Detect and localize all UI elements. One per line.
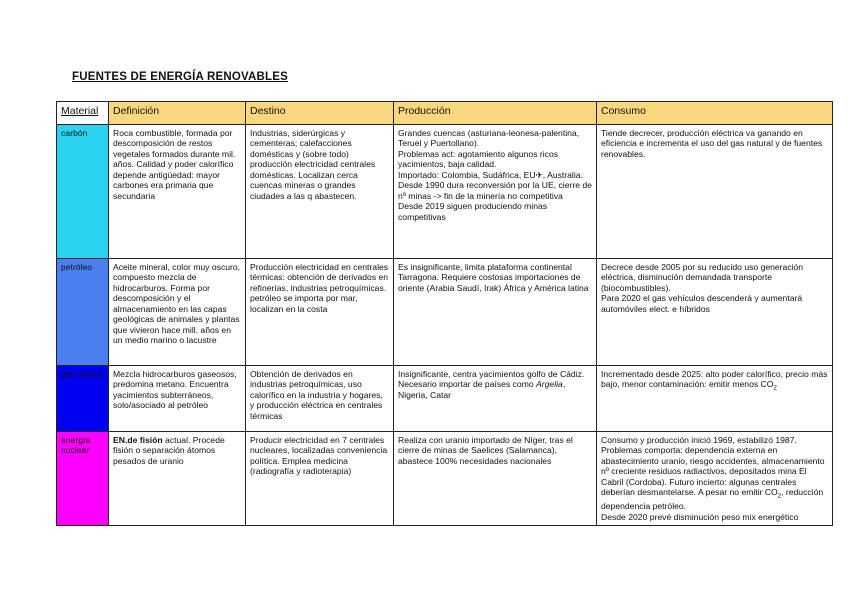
- produccion-gas-line: Insignificante, centra yacimientos golfo de Cádiz.: [398, 369, 585, 379]
- material-nuclear: energía nuclear: [57, 432, 109, 526]
- destino-nuclear: Producir electricidad en 7 centrales nucleares, localizadas conveniencia política. Emplea medicina (radiografía y radioterapia): [246, 432, 394, 526]
- produccion-carbon-line: Grandes cuencas (asturiana-leonesa-palentina, Teruel y Puertollano).: [398, 128, 580, 149]
- destino-gas: Obtención de derivados en industrias petroquímicas, uso calorífico en la industria y hogares, y producción eléctrica en centrales térmicas: [246, 366, 394, 432]
- header-destino: Destino: [246, 102, 394, 125]
- flag-emoji-icon: ✈: [535, 169, 543, 180]
- produccion-carbon: [394, 125, 597, 259]
- produccion-nuclear: Realiza con uranio importado de Níger, tras el cierre de minas de Saelices (Salamanca), abastece 100% necesidades nacionales: [394, 432, 597, 526]
- definicion-nuclear: [109, 432, 246, 526]
- consumo-gas-text: Incrementado desde 2025: alto poder calorífico, precio más bajo, menor contaminación: emitir menos CO: [601, 369, 828, 390]
- produccion-carbon-import-end: , Australia.: [542, 169, 583, 180]
- consumo-gas: [597, 366, 833, 432]
- destino-petroleo: Producción electricidad en centrales térmicas: obtención de derivados en refinerías, industrias petroquímicas. petróleo se importa por mar, localizan en la costa: [246, 259, 394, 366]
- table-row: [57, 366, 833, 432]
- material-petroleo: petróleo: [57, 259, 109, 366]
- table-header-row: [57, 102, 833, 125]
- produccion-carbon-line: [398, 170, 592, 180]
- definicion-petroleo: Aceite mineral, color muy oscuro, compuesto mezcla de hidrocarburos. Forma por descomposición y el almacenamiento en las capas geológicas de animales y plantas que vivieron hace mill. años en un medio marino o lacustre: [109, 259, 246, 366]
- definicion-gas: Mezcla hidrocarburos gaseosos, predomina metano. Encuentra yacimientos subterráneos, solo/asociado al petróleo: [109, 366, 246, 432]
- definicion-nuclear-bold: EN.de fisión: [113, 435, 163, 445]
- produccion-carbon-import: Importado: Colombia, Sudáfrica, EU: [398, 169, 536, 180]
- produccion-gas-import-end: , Nigeria, Catar: [398, 379, 566, 400]
- header-consumo: Consumo: [597, 102, 833, 125]
- table-row: [57, 125, 833, 259]
- consumo-gas-subscript: 2: [773, 386, 777, 393]
- produccion-gas-import: Necesario importar de países como: [398, 379, 537, 390]
- produccion-gas-argelia: Argelia: [536, 379, 563, 390]
- consumo-nuclear-subscript: 2: [777, 494, 782, 501]
- definicion-nuclear-rest: actual. Procede fisión o separación átomos pesados de uranio: [113, 435, 225, 466]
- material-gas: gas natural: [57, 366, 109, 432]
- material-carbon: carbón: [57, 125, 109, 259]
- energy-table: [56, 101, 833, 526]
- consumo-nuclear-text-end: , reducción dependencia petróleo.: [601, 487, 824, 512]
- consumo-petroleo-line: Decrece desde 2005 por su reducido uso generación eléctrica, disminución demandada transporte (biocombustibles).: [601, 262, 804, 293]
- header-produccion: Producción: [394, 102, 597, 125]
- produccion-carbon-line: Desde 2019 siguen produciendo minas competitivas: [398, 201, 548, 222]
- produccion-petroleo: Es insignificante, limita plataforma continental Tarragona. Requiere costosas importaciones de oriente (Arabia Saudí, Irak) África y América latina: [394, 259, 597, 366]
- consumo-nuclear: [597, 432, 833, 526]
- consumo-nuclear-line: Desde 2020 prevé disminución peso mix energético: [601, 511, 799, 522]
- produccion-gas-line: [398, 379, 592, 400]
- produccion-carbon-line: Desde 1990 dura reconversión por la UE, cierre de nº minas -> fin de la minería no competitiva: [398, 180, 592, 201]
- consumo-carbon: Tiende decrecer, producción eléctrica va ganando en eficiencia e incrementa el uso del gas natural y de fuentes renovables.: [597, 125, 833, 259]
- produccion-gas: [394, 366, 597, 432]
- consumo-petroleo-line: Para 2020 el gas vehículos descenderá y aumentará automóviles elect. e híbridos: [601, 293, 803, 314]
- definicion-carbon: Roca combustible, formada por descomposición de restos vegetales formados durante mil. años. Calidad y poder calorífico depende antigüedad: mayor carbones era primaria que secundaria: [109, 125, 246, 259]
- consumo-petroleo: [597, 259, 833, 366]
- consumo-nuclear-text: Consumo y producción inició 1969, estabilizó 1987. Problemas comporta: dependencia externa en abastecimiento uranio, riesgo accidentes, almacenamiento nº creciente residuos radiactivos, depositados mina El Cabril (Cordoba). Futuro incierto: algunas centrales deberían desmantelarse. A pesar no emitir CO: [601, 435, 825, 498]
- header-material: Material: [57, 102, 109, 125]
- header-definicion: Definición: [109, 102, 246, 125]
- consumo-nuclear-line: [601, 435, 828, 512]
- table-row: [57, 432, 833, 526]
- table-row: [57, 259, 833, 366]
- produccion-carbon-line: Problemas act: agotamiento algunos ricos yacimientos, baja calidad.: [398, 148, 559, 170]
- document-title: FUENTES DE ENERGÍA RENOVABLES: [72, 71, 289, 83]
- destino-carbon: Industrias, siderúrgicas y cementeras; calefacciones domésticas y (sobre todo) producción electricidad centrales domésticas. Localizan cerca cuencas mineras o grandes ciudades a las q abastecen.: [246, 125, 394, 259]
